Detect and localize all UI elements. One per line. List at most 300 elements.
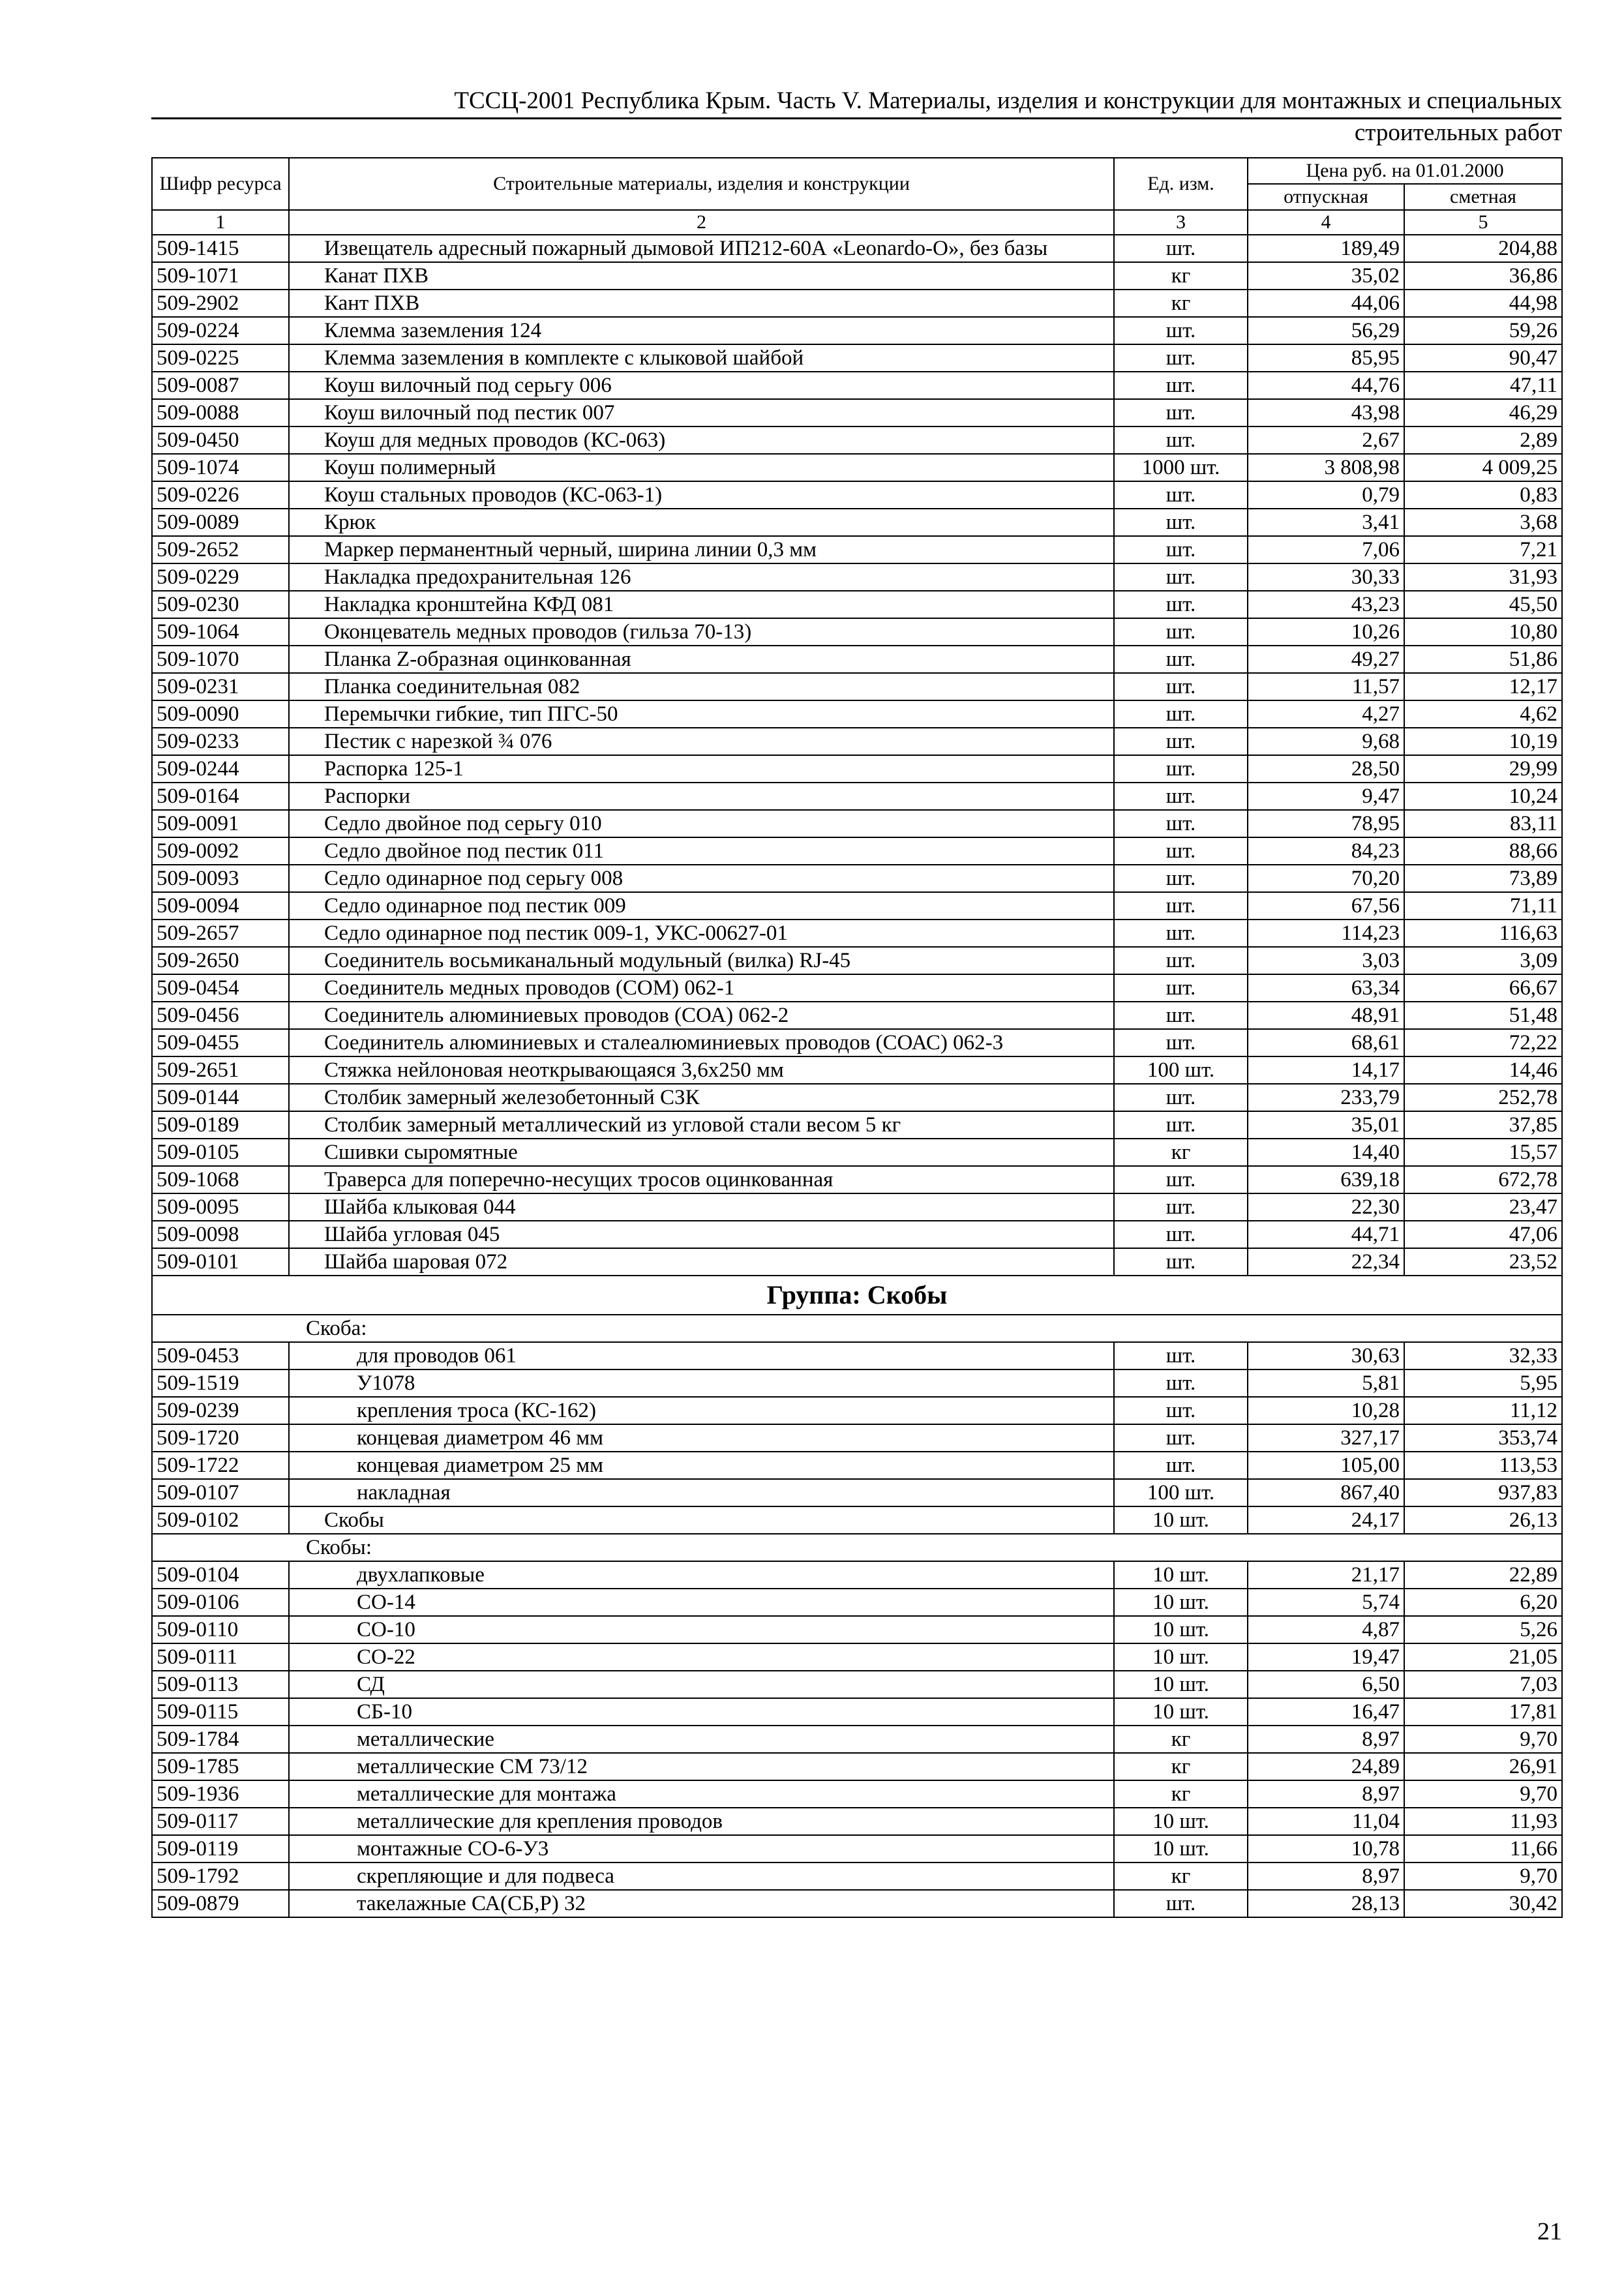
row-unit: кг [1114, 1139, 1248, 1166]
row-price-release: 9,47 [1248, 783, 1404, 810]
running-header-title: ТССЦ-2001 Республика Крым. Часть V. Материалы, изделия и конструкции для монтажных и специальных [454, 87, 1562, 114]
table-row [152, 317, 1562, 344]
row-unit: шт. [1114, 509, 1248, 536]
row-price-estimate: 83,11 [1404, 810, 1562, 837]
row-price-estimate: 47,11 [1404, 372, 1562, 399]
row-unit: шт. [1114, 1193, 1248, 1221]
row-price-estimate: 672,78 [1404, 1166, 1562, 1193]
row-code: 509-0102 [152, 1506, 289, 1534]
column-number: 2 [289, 210, 1114, 235]
row-name: металлические [289, 1726, 1114, 1753]
row-price-estimate: 9,70 [1404, 1780, 1562, 1808]
row-price-release: 24,17 [1248, 1506, 1404, 1534]
row-unit: кг [1114, 1863, 1248, 1890]
row-price-release: 22,30 [1248, 1193, 1404, 1221]
row-unit: шт. [1114, 1342, 1248, 1369]
row-price-estimate: 7,03 [1404, 1671, 1562, 1698]
row-price-estimate: 17,81 [1404, 1698, 1562, 1726]
row-name: Шайба шаровая 072 [289, 1248, 1114, 1276]
table-row [152, 1248, 1562, 1276]
row-price-estimate: 4 009,25 [1404, 454, 1562, 481]
row-name: концевая диаметром 46 мм [289, 1424, 1114, 1452]
row-name: Оконцеватель медных проводов (гильза 70-13) [289, 618, 1114, 646]
row-price-release: 7,06 [1248, 536, 1404, 563]
row-code: 509-1936 [152, 1780, 289, 1808]
header-price-group: Цена руб. на 01.01.2000 [1248, 158, 1562, 184]
row-price-estimate: 32,33 [1404, 1342, 1562, 1369]
row-name: Столбик замерный металлический из угловой стали весом 5 кг [289, 1111, 1114, 1139]
table-row [152, 783, 1562, 810]
table-row [152, 1616, 1562, 1643]
table-row [152, 1221, 1562, 1248]
row-name: Распорки [289, 783, 1114, 810]
row-code: 509-0115 [152, 1698, 289, 1726]
row-unit: шт. [1114, 728, 1248, 755]
table-row [152, 1589, 1562, 1616]
row-price-estimate: 66,67 [1404, 974, 1562, 1002]
row-unit: шт. [1114, 974, 1248, 1002]
row-price-estimate: 71,11 [1404, 892, 1562, 920]
row-price-estimate: 23,47 [1404, 1193, 1562, 1221]
row-code: 509-0113 [152, 1671, 289, 1698]
row-name: металлические для монтажа [289, 1780, 1114, 1808]
row-unit: шт. [1114, 755, 1248, 783]
row-price-estimate: 30,42 [1404, 1890, 1562, 1917]
row-unit: шт. [1114, 1221, 1248, 1248]
row-price-release: 5,74 [1248, 1589, 1404, 1616]
row-code: 509-1720 [152, 1424, 289, 1452]
row-price-estimate: 29,99 [1404, 755, 1562, 783]
table-header [152, 158, 1562, 210]
row-price-estimate: 23,52 [1404, 1248, 1562, 1276]
row-name: Столбик замерный железобетонный СЗК [289, 1084, 1114, 1111]
row-name: Накладка предохранительная 126 [289, 563, 1114, 591]
table-row [152, 1424, 1562, 1452]
row-price-release: 8,97 [1248, 1726, 1404, 1753]
row-name: Стяжка нейлоновая неоткрывающаяся 3,6х250 мм [289, 1056, 1114, 1084]
column-number: 3 [1114, 210, 1248, 235]
row-code: 509-0453 [152, 1342, 289, 1369]
row-name: металлические для крепления проводов [289, 1808, 1114, 1835]
table-row [152, 1342, 1562, 1369]
row-name: накладная [289, 1479, 1114, 1506]
row-code: 509-0233 [152, 728, 289, 755]
row-price-estimate: 3,68 [1404, 509, 1562, 536]
row-name: монтажные СО-6-У3 [289, 1835, 1114, 1863]
row-name: СО-14 [289, 1589, 1114, 1616]
row-code: 509-0454 [152, 974, 289, 1002]
row-price-release: 4,27 [1248, 700, 1404, 728]
row-unit: 10 шт. [1114, 1835, 1248, 1863]
row-name: Скобы [289, 1506, 1114, 1534]
row-name: Маркер перманентный черный, ширина линии 0,3 мм [289, 536, 1114, 563]
row-code: 509-1071 [152, 262, 289, 290]
row-code: 509-2902 [152, 290, 289, 317]
row-unit: 10 шт. [1114, 1671, 1248, 1698]
row-price-estimate: 59,26 [1404, 317, 1562, 344]
row-price-release: 10,26 [1248, 618, 1404, 646]
row-name: Соединитель медных проводов (СОМ) 062-1 [289, 974, 1114, 1002]
table-row [152, 1890, 1562, 1917]
row-price-estimate: 22,89 [1404, 1561, 1562, 1589]
table-row [152, 1002, 1562, 1029]
row-name: Седло двойное под серьгу 010 [289, 810, 1114, 837]
row-price-estimate: 36,86 [1404, 262, 1562, 290]
row-code: 509-0091 [152, 810, 289, 837]
row-code: 509-2650 [152, 947, 289, 974]
row-code: 509-2652 [152, 536, 289, 563]
row-name: Соединитель восьмиканальный модульный (вилка) RJ-45 [289, 947, 1114, 974]
row-name: Кант ПХВ [289, 290, 1114, 317]
row-unit: шт. [1114, 810, 1248, 837]
header-unit: Ед. изм. [1114, 158, 1248, 210]
row-price-release: 114,23 [1248, 920, 1404, 947]
row-code: 509-0230 [152, 591, 289, 618]
table-row [152, 728, 1562, 755]
row-name: Пестик с нарезкой ¾ 076 [289, 728, 1114, 755]
row-price-estimate: 113,53 [1404, 1452, 1562, 1479]
row-unit: шт. [1114, 1452, 1248, 1479]
row-code: 509-1722 [152, 1452, 289, 1479]
row-unit: шт. [1114, 1397, 1248, 1424]
row-unit: кг [1114, 1753, 1248, 1780]
row-code: 509-0244 [152, 755, 289, 783]
row-code: 509-1519 [152, 1369, 289, 1397]
row-price-estimate: 11,93 [1404, 1808, 1562, 1835]
row-name: Коуш для медных проводов (КС-063) [289, 426, 1114, 454]
row-unit: шт. [1114, 235, 1248, 262]
row-price-release: 11,57 [1248, 673, 1404, 700]
table-row [152, 372, 1562, 399]
subgroup-label-row [152, 1534, 1562, 1561]
row-price-estimate: 10,24 [1404, 783, 1562, 810]
row-code: 509-0229 [152, 563, 289, 591]
row-unit: 10 шт. [1114, 1561, 1248, 1589]
row-price-release: 44,76 [1248, 372, 1404, 399]
row-price-release: 30,33 [1248, 563, 1404, 591]
row-unit: 10 шт. [1114, 1643, 1248, 1671]
column-number: 1 [152, 210, 289, 235]
row-price-estimate: 88,66 [1404, 837, 1562, 865]
row-price-release: 867,40 [1248, 1479, 1404, 1506]
row-price-release: 10,78 [1248, 1835, 1404, 1863]
row-price-estimate: 2,89 [1404, 426, 1562, 454]
row-price-estimate: 51,86 [1404, 646, 1562, 673]
row-code: 509-0455 [152, 1029, 289, 1056]
table-row [152, 454, 1562, 481]
row-name: Седло одинарное под пестик 009-1, УКС-00627-01 [289, 920, 1114, 947]
row-name: Клемма заземления 124 [289, 317, 1114, 344]
row-price-release: 3,03 [1248, 947, 1404, 974]
table-row [152, 1056, 1562, 1084]
row-name: СО-10 [289, 1616, 1114, 1643]
row-unit: шт. [1114, 1084, 1248, 1111]
row-name: Коуш вилочный под пестик 007 [289, 399, 1114, 426]
table-row [152, 1561, 1562, 1589]
row-name: СД [289, 1671, 1114, 1698]
row-price-estimate: 9,70 [1404, 1726, 1562, 1753]
row-code: 509-1074 [152, 454, 289, 481]
row-code: 509-1068 [152, 1166, 289, 1193]
row-price-release: 233,79 [1248, 1084, 1404, 1111]
row-price-release: 189,49 [1248, 235, 1404, 262]
row-price-release: 22,34 [1248, 1248, 1404, 1276]
row-name: Перемычки гибкие, тип ПГС-50 [289, 700, 1114, 728]
row-price-release: 49,27 [1248, 646, 1404, 673]
row-price-release: 28,13 [1248, 1890, 1404, 1917]
row-unit: шт. [1114, 783, 1248, 810]
row-unit: шт. [1114, 837, 1248, 865]
table-row [152, 1835, 1562, 1863]
row-unit: 10 шт. [1114, 1589, 1248, 1616]
row-price-release: 639,18 [1248, 1166, 1404, 1193]
row-unit: кг [1114, 290, 1248, 317]
row-code: 509-0094 [152, 892, 289, 920]
row-code: 509-0225 [152, 344, 289, 372]
row-unit: шт. [1114, 536, 1248, 563]
row-name: Планка соединительная 082 [289, 673, 1114, 700]
row-code: 509-0224 [152, 317, 289, 344]
row-price-release: 16,47 [1248, 1698, 1404, 1726]
row-code: 509-0117 [152, 1808, 289, 1835]
row-price-estimate: 10,80 [1404, 618, 1562, 646]
row-unit: шт. [1114, 618, 1248, 646]
row-price-release: 30,63 [1248, 1342, 1404, 1369]
row-code: 509-0101 [152, 1248, 289, 1276]
table-row [152, 865, 1562, 892]
row-unit: шт. [1114, 372, 1248, 399]
table-row [152, 481, 1562, 509]
row-name: Шайба клыковая 044 [289, 1193, 1114, 1221]
row-code: 509-0119 [152, 1835, 289, 1863]
row-code: 509-0450 [152, 426, 289, 454]
header-price-release: отпускная [1248, 184, 1404, 210]
price-table [151, 157, 1563, 1918]
row-unit: шт. [1114, 646, 1248, 673]
table-row [152, 509, 1562, 536]
row-code: 509-0231 [152, 673, 289, 700]
row-unit: шт. [1114, 426, 1248, 454]
row-price-estimate: 72,22 [1404, 1029, 1562, 1056]
table-row [152, 1726, 1562, 1753]
row-unit: 10 шт. [1114, 1698, 1248, 1726]
row-code: 509-0095 [152, 1193, 289, 1221]
row-code: 509-0456 [152, 1002, 289, 1029]
table-row [152, 1029, 1562, 1056]
header-code: Шифр ресурса [152, 158, 289, 210]
table-row [152, 1780, 1562, 1808]
row-price-release: 43,23 [1248, 591, 1404, 618]
group-title: Группа: Скобы [152, 1276, 1562, 1315]
row-price-estimate: 11,66 [1404, 1835, 1562, 1863]
table-row [152, 1166, 1562, 1193]
row-code: 509-1792 [152, 1863, 289, 1890]
row-code: 509-0098 [152, 1221, 289, 1248]
row-price-estimate: 14,46 [1404, 1056, 1562, 1084]
row-name: СБ-10 [289, 1698, 1114, 1726]
table-row [152, 1084, 1562, 1111]
row-code: 509-0089 [152, 509, 289, 536]
row-price-release: 44,71 [1248, 1221, 1404, 1248]
row-price-estimate: 116,63 [1404, 920, 1562, 947]
row-price-release: 85,95 [1248, 344, 1404, 372]
row-name: двухлапковые [289, 1561, 1114, 1589]
table-row [152, 591, 1562, 618]
table-body [152, 210, 1562, 1917]
row-unit: шт. [1114, 591, 1248, 618]
row-price-release: 3 808,98 [1248, 454, 1404, 481]
row-price-release: 327,17 [1248, 1424, 1404, 1452]
row-unit: 10 шт. [1114, 1808, 1248, 1835]
row-price-estimate: 0,83 [1404, 481, 1562, 509]
row-price-release: 2,67 [1248, 426, 1404, 454]
row-price-estimate: 46,29 [1404, 399, 1562, 426]
row-price-release: 8,97 [1248, 1863, 1404, 1890]
row-code: 509-0226 [152, 481, 289, 509]
row-code: 509-0093 [152, 865, 289, 892]
row-unit: кг [1114, 1726, 1248, 1753]
row-price-estimate: 5,95 [1404, 1369, 1562, 1397]
row-price-estimate: 15,57 [1404, 1139, 1562, 1166]
row-name: Коуш стальных проводов (КС-063-1) [289, 481, 1114, 509]
row-price-release: 4,87 [1248, 1616, 1404, 1643]
row-name: Коуш полимерный [289, 454, 1114, 481]
header-price-estimate: сметная [1404, 184, 1562, 210]
row-name: СО-22 [289, 1643, 1114, 1671]
row-code: 509-0879 [152, 1890, 289, 1917]
row-price-release: 63,34 [1248, 974, 1404, 1002]
row-price-release: 44,06 [1248, 290, 1404, 317]
row-price-estimate: 47,06 [1404, 1221, 1562, 1248]
row-price-release: 68,61 [1248, 1029, 1404, 1056]
row-price-release: 21,17 [1248, 1561, 1404, 1589]
row-name: Накладка кронштейна КФД 081 [289, 591, 1114, 618]
table-row [152, 920, 1562, 947]
row-name: Извещатель адресный пожарный дымовой ИП212-60А «Leonardo-O», без базы [289, 235, 1114, 262]
row-name: Коуш вилочный под серьгу 006 [289, 372, 1114, 399]
row-code: 509-1070 [152, 646, 289, 673]
row-price-estimate: 353,74 [1404, 1424, 1562, 1452]
row-price-release: 0,79 [1248, 481, 1404, 509]
table-row [152, 810, 1562, 837]
row-price-estimate: 26,13 [1404, 1506, 1562, 1534]
row-code: 509-0239 [152, 1397, 289, 1424]
table-row [152, 700, 1562, 728]
row-name: Канат ПХВ [289, 262, 1114, 290]
row-price-estimate: 37,85 [1404, 1111, 1562, 1139]
row-price-release: 3,41 [1248, 509, 1404, 536]
row-price-release: 11,04 [1248, 1808, 1404, 1835]
row-name: У1078 [289, 1369, 1114, 1397]
row-price-estimate: 45,50 [1404, 591, 1562, 618]
row-price-release: 35,01 [1248, 1111, 1404, 1139]
row-price-estimate: 5,26 [1404, 1616, 1562, 1643]
header-rule [151, 117, 1561, 119]
row-name: Клемма заземления в комплекте с клыковой шайбой [289, 344, 1114, 372]
running-header-subtitle: строительных работ [1354, 119, 1562, 146]
table-row [152, 1479, 1562, 1506]
row-price-release: 43,98 [1248, 399, 1404, 426]
table-row [152, 399, 1562, 426]
header-name: Строительные материалы, изделия и конструкции [289, 158, 1114, 210]
table-row [152, 646, 1562, 673]
row-unit: шт. [1114, 673, 1248, 700]
row-unit: шт. [1114, 1890, 1248, 1917]
row-unit: шт. [1114, 1166, 1248, 1193]
row-price-estimate: 3,09 [1404, 947, 1562, 974]
table-row [152, 563, 1562, 591]
row-code: 509-0088 [152, 399, 289, 426]
table-row [152, 892, 1562, 920]
row-price-estimate: 51,48 [1404, 1002, 1562, 1029]
row-price-release: 84,23 [1248, 837, 1404, 865]
column-number: 4 [1248, 210, 1404, 235]
row-unit: шт. [1114, 920, 1248, 947]
table-row [152, 344, 1562, 372]
row-code: 509-0189 [152, 1111, 289, 1139]
row-unit: шт. [1114, 1111, 1248, 1139]
row-price-release: 28,50 [1248, 755, 1404, 783]
row-unit: шт. [1114, 317, 1248, 344]
row-unit: шт. [1114, 700, 1248, 728]
row-price-release: 24,89 [1248, 1753, 1404, 1780]
table-row [152, 1698, 1562, 1726]
row-name: концевая диаметром 25 мм [289, 1452, 1114, 1479]
subgroup-label: Скобы: [152, 1534, 1562, 1561]
row-price-release: 5,81 [1248, 1369, 1404, 1397]
row-unit: шт. [1114, 344, 1248, 372]
row-price-estimate: 21,05 [1404, 1643, 1562, 1671]
column-numbers-row [152, 210, 1562, 235]
row-name: крепления троса (КС-162) [289, 1397, 1114, 1424]
row-code: 509-0104 [152, 1561, 289, 1589]
row-unit: шт. [1114, 1248, 1248, 1276]
row-price-release: 67,56 [1248, 892, 1404, 920]
row-unit: шт. [1114, 892, 1248, 920]
row-price-estimate: 90,47 [1404, 344, 1562, 372]
row-price-estimate: 7,21 [1404, 536, 1562, 563]
row-price-estimate: 12,17 [1404, 673, 1562, 700]
row-unit: 1000 шт. [1114, 454, 1248, 481]
table-row [152, 290, 1562, 317]
table-row [152, 1111, 1562, 1139]
row-code: 509-2657 [152, 920, 289, 947]
row-code: 509-1784 [152, 1726, 289, 1753]
row-unit: шт. [1114, 1424, 1248, 1452]
row-code: 509-0105 [152, 1139, 289, 1166]
row-unit: шт. [1114, 1369, 1248, 1397]
table-row [152, 426, 1562, 454]
row-name: Траверса для поперечно-несущих тросов оцинкованная [289, 1166, 1114, 1193]
row-price-release: 48,91 [1248, 1002, 1404, 1029]
row-price-estimate: 10,19 [1404, 728, 1562, 755]
table-row [152, 1808, 1562, 1835]
row-name: такелажные СА(СБ,Р) 32 [289, 1890, 1114, 1917]
table-row [152, 947, 1562, 974]
column-number: 5 [1404, 210, 1562, 235]
row-name: Соединитель алюминиевых и сталеалюминиевых проводов (СОАС) 062-3 [289, 1029, 1114, 1056]
table-row [152, 974, 1562, 1002]
row-unit: шт. [1114, 481, 1248, 509]
row-name: Седло одинарное под серьгу 008 [289, 865, 1114, 892]
table-row [152, 1753, 1562, 1780]
row-price-release: 14,17 [1248, 1056, 1404, 1084]
row-name: Крюк [289, 509, 1114, 536]
row-price-estimate: 937,83 [1404, 1479, 1562, 1506]
row-name: скрепляющие и для подвеса [289, 1863, 1114, 1890]
table-row [152, 837, 1562, 865]
row-price-estimate: 31,93 [1404, 563, 1562, 591]
